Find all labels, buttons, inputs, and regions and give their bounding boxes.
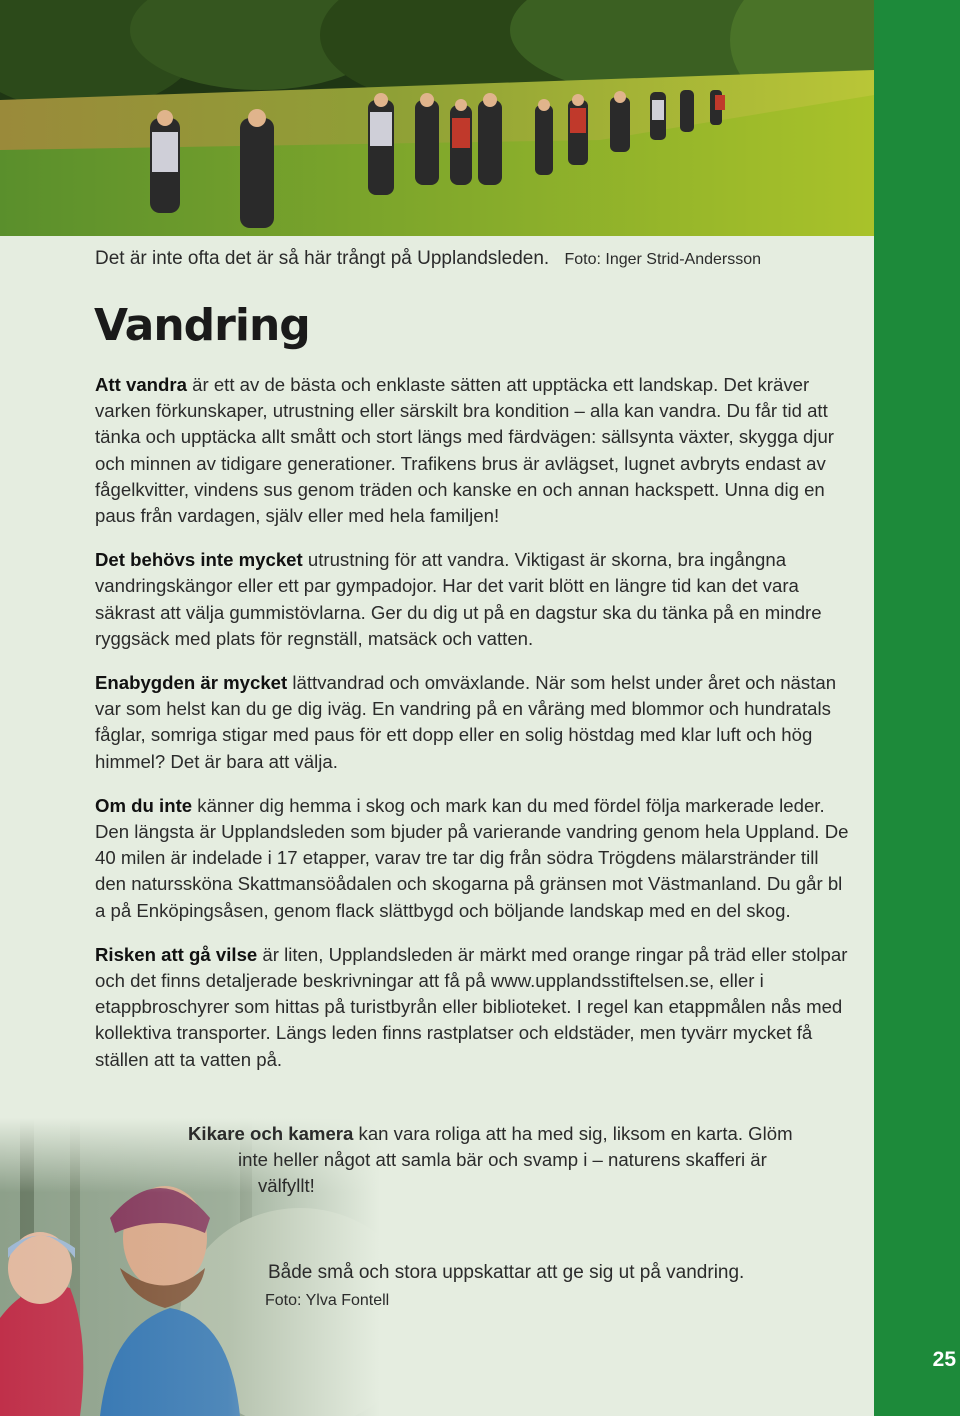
paragraph-lead: Om du inte bbox=[95, 794, 193, 816]
kikare-line-2: inte heller något att samla bär och svamp i – naturens skafferi är bbox=[238, 1149, 767, 1171]
paragraph-text: är liten, Upplandsleden är märkt med orange ringar på träd eller stolpar och det finns detaljerade beskrivningar att få på www.upplandsstiftelsen.se, eller i etappbroschyrer som hittas på turistbyrån eller biblioteket. I regel kan etappmålen nås med kollektiva transporter. Längs leden finns rastplatser och eldstäder, men tyvärr mycket få ställen att ta vatten på. bbox=[95, 943, 848, 1070]
side-accent-bar bbox=[874, 0, 960, 1416]
paragraph-markerade-leder bbox=[95, 793, 850, 924]
bottom-photo-caption: Både små och stora uppskattar att ge sig ut på vandring. bbox=[268, 1262, 745, 1283]
paragraph-risken bbox=[95, 942, 850, 1073]
kikare-line-1: kan vara roliga att ha med sig, liksom en karta. Glöm bbox=[353, 1123, 793, 1144]
kikare-paragraph bbox=[188, 1121, 848, 1200]
bottom-photo-credit: Foto: Ylva Fontell bbox=[265, 1292, 390, 1309]
paragraph-att-vandra bbox=[95, 372, 850, 529]
hikers-photo bbox=[0, 0, 874, 236]
kikare-line-3: välfyllt! bbox=[258, 1175, 315, 1197]
page-title: Vandring bbox=[94, 300, 310, 351]
top-photo-credit: Foto: Inger Strid-Andersson bbox=[564, 251, 762, 268]
article-body bbox=[95, 372, 850, 1091]
top-photo-caption bbox=[95, 248, 761, 270]
paragraph-utrustning bbox=[95, 547, 850, 652]
paragraph-text: känner dig hemma i skog och mark kan du med fördel följa markerade leder. Den längsta är Upplandsleden som bjuder på varierande vandring genom hela Uppland. De 40 milen är indelade i 17 etapper, varav tre tar dig från södra Trögdens mälarstränder till den naturssköna Skattmansöådalen och skogarna på gränsen mot Västmanland. Du går bl a på Enköpingsåsen, genom flack slättbygd och böljande landskap med en del skog. bbox=[95, 794, 849, 921]
paragraph-enabygden bbox=[95, 670, 850, 775]
paragraph-text: lättvandrad och omväxlande. När som helst under året och nästan var som helst kan du ge dig iväg. En vandring på en våräng med blommor och hundratals fåglar, somriga stigar med paus för ett dopp eller en solig höstdag med klar luft och hög himmel? Det är bara att välja. bbox=[95, 672, 837, 772]
paragraph-text: är ett av de bästa och enklaste sätten att upptäcka ett landskap. Det kräver varken förkunskaper, utrustning eller särskilt bra kondition – alla kan vandra. Du får tid att tänka och upptäcka allt smått och stort längs med färdvägen: sällsynta växter, skygga djur och minnen av tidigare generationer. Trafikens brus är avlägset, lugnet avbryts endast av fågelkvitter, vindens sus genom träden och kanske en och annan hackspett. Unna dig en paus från vardagen, själv eller med hela familjen! bbox=[95, 374, 834, 527]
paragraph-text: utrustning för att vandra. Viktigast är skorna, bra ingångna vandringskängor eller ett par gympadojor. Har det varit blött en längre tid kan det vara säkrast att välja gummistövlarna. Ger du dig ut på en dagstur ska du tänka på en mindre ryggsäck med plats för regnställ, matsäck och vatten. bbox=[95, 549, 822, 649]
paragraph-lead: Det behövs inte mycket bbox=[95, 549, 303, 571]
paragraph-lead: Risken att gå vilse bbox=[95, 943, 258, 965]
paragraph-lead: Enabygden är mycket bbox=[95, 672, 288, 694]
kikare-lead: Kikare och kamera bbox=[188, 1123, 354, 1144]
page-number: 25 bbox=[932, 1348, 956, 1371]
paragraph-lead: Att vandra bbox=[95, 374, 187, 395]
top-caption-text: Det är inte ofta det är så här trångt på Upplandsleden. bbox=[95, 248, 550, 269]
